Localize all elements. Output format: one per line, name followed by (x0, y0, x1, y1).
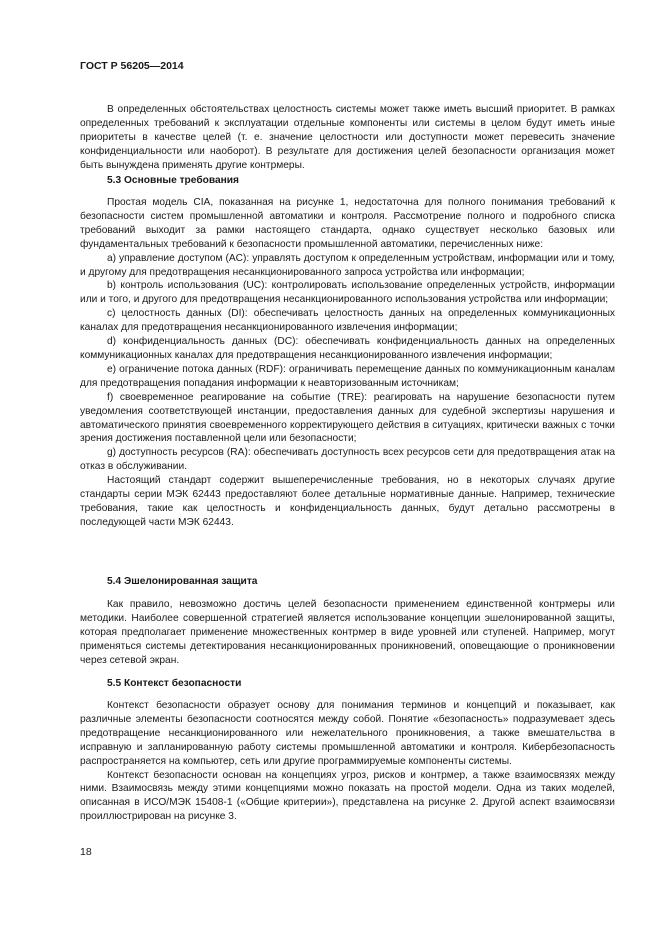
requirement-item-d: d) конфиденциальность данных (DC): обеспечивать конфиденциальность данных на определенных коммуникационных каналах для предотвращения несанкционированного извлечения информации; (80, 336, 615, 361)
section-5-3-intro: Простая модель CIA, показанная на рисунке 1, недостаточна для полного понимания требований к безопасности систем промышленной автоматики и контроля. Рассмотрение полного и подробного списка требований выходит за рамки настоящего стандарта, однако существует несколько базовых или фундаментальных требований к безопасности промышленной автоматики, перечисленных ниже: (80, 197, 615, 250)
section-5-5-body (80, 699, 615, 824)
requirement-item-f: f) своевременное реагирование на событие (TRE): реагировать на нарушение безопасности путем уведомления соответствующей инстанции, предоставления данных для судебной экспертизы нарушения и автоматического принятия своевременного корректирующего действия в ситуациях, критически важных с точки зрения достижения поставленной цели или безопасности; (80, 391, 615, 445)
section-5-4-heading: 5.4 Эшелонированная защита (107, 576, 258, 587)
section-5-4-paragraph: Как правило, невозможно достичь целей безопасности применением единственной контрмеры или методики. Наиболее совершенной стратегией является использование концепции эшелонированной защиты, которая предполагает применение множественных контрмер в виде уровней или ступеней. Например, могут применяться системы детектирования несанкционированных проникновений, оповещающие о проникновении через сетевой экран. (80, 599, 615, 666)
requirement-item-a: а) управление доступом (AC): управлять доступом к определенным устройствам, информации или и тому, и другому для предотвращения несанкционированного запроса устройства или информации; (80, 252, 615, 278)
section-5-5-paragraph-2: Контекст безопасности основан на концепциях угроз, рисков и контрмер, а также взаимосвязях между ними. Взаимосвязь между этими концепциями можно показать на простой модели. Одна из таких моделей, описанная в ИСО/МЭК 15408-1 («Общие критерии»), представлена на рисунке 2. Другой аспект взаимосвязи проиллюстрирован на рисунке 3. (80, 769, 615, 823)
requirement-item-g: g) доступность ресурсов (RA): обеспечивать доступность всех ресурсов сети для предотвращения атак на отказ в обслуживании. (80, 447, 615, 473)
intro-paragraph: В определенных обстоятельствах целостность системы может также иметь высший приоритет. В рамках определенных требований к эксплуатации отдельные компоненты или системы в целом будут иметь иные приоритеты в качестве целей (т. е. значение целостности или доступности может перевесить значение конфиденциальности или наоборот). В результате для достижения целей безопасности организация может быть вынуждена применять другие контрмеры. (80, 104, 615, 171)
section-5-5-heading: 5.5 Контекст безопасности (107, 678, 242, 689)
section-5-4-body (80, 598, 615, 668)
section-5-3-closing: Настоящий стандарт содержит вышеперечисленные требования, но в некоторых случаях другие стандарты серии МЭК 62443 предоставляют более детальные нормативные данные. Например, технические требования, такие как целостность и конфиденциальность данных, будут детально рассмотрены в последующей части МЭК 62443. (80, 475, 615, 528)
requirement-item-e: e) ограничение потока данных (RDF): ограничивать перемещение данных по коммуникационным каналам для предотвращения попадания информации к неавторизованным источникам; (80, 363, 615, 389)
requirement-item-b: b) контроль использования (UC): контролировать использование определенных устройств, информации или и того, и другого для предотвращения несанкционированного использования устройства или информации; (80, 280, 615, 306)
document-header: ГОСТ Р 56205—2014 (80, 60, 184, 72)
section-5-3-heading: 5.3 Основные требования (107, 175, 239, 186)
intro-block (80, 103, 615, 173)
page-number: 18 (80, 846, 92, 858)
section-5-3-body (80, 196, 615, 530)
requirement-item-c: c) целостность данных (DI): обеспечивать целостность данных на определенных коммуникационных каналах для предотвращения несанкционированного извлечения информации; (80, 308, 615, 334)
section-5-5-paragraph-1: Контекст безопасности образует основу для понимания терминов и концепций и показывает, как различные элементы безопасности соотносятся между собой. Понятие «безопасность» подразумевает здесь предотвращение несанкционированного или нежелательного проникновения, а также вмешательства в исправную и запланированную работу системы промышленной автоматики и контроля. Кибербезопасность распространяется на компьютер, сеть или другие программируемые компоненты системы. (80, 700, 615, 767)
